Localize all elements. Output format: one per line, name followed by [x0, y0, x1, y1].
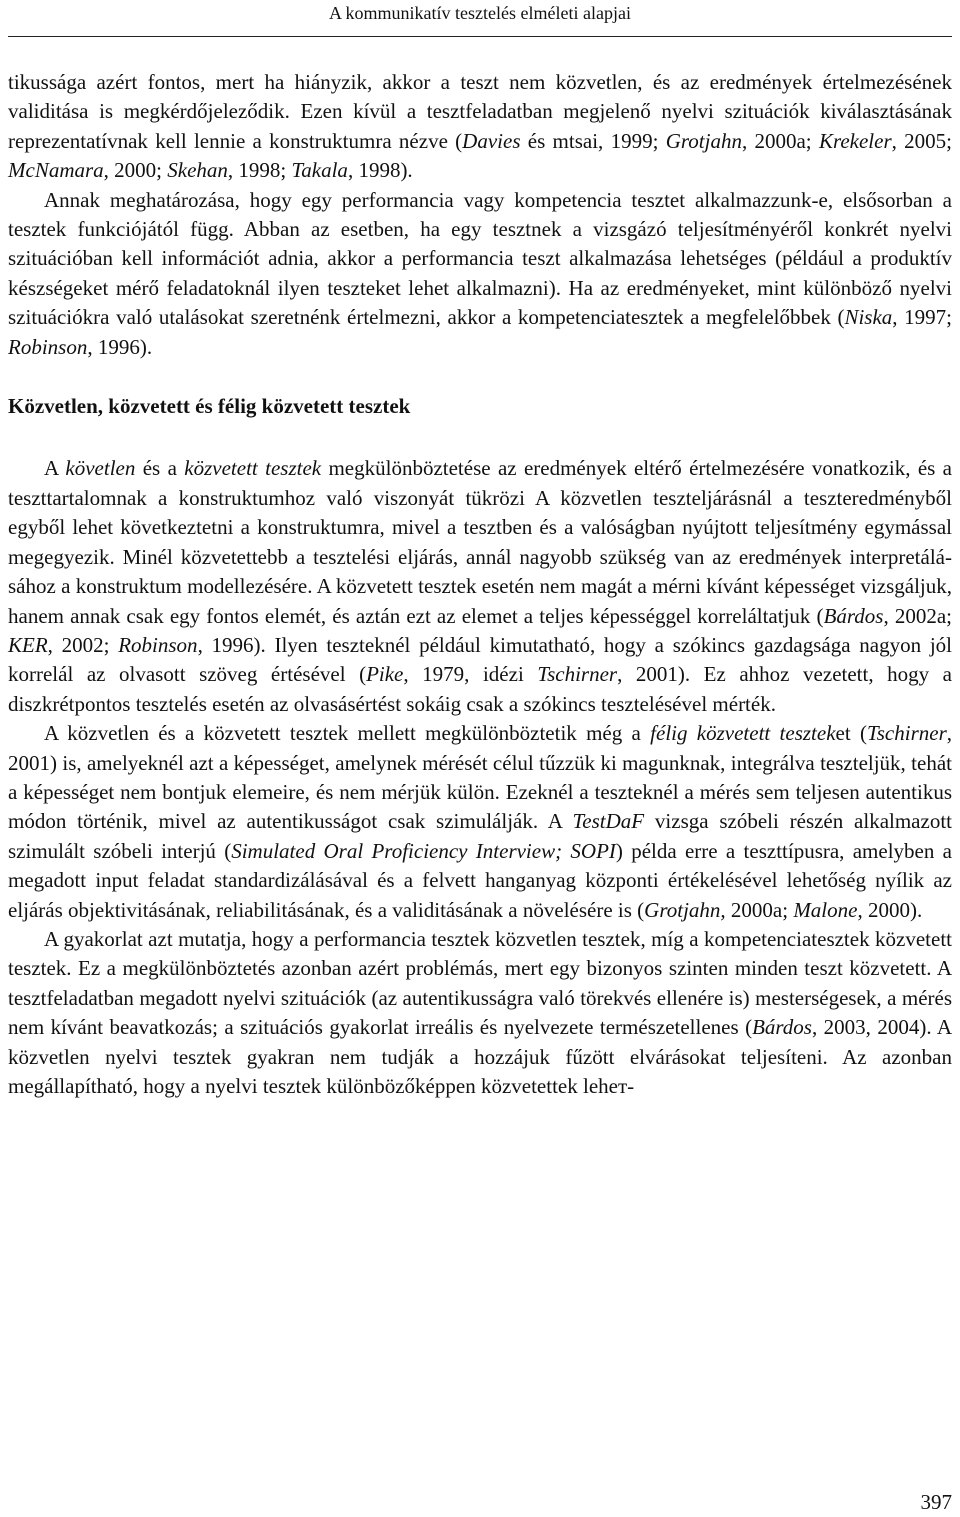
header-rule — [8, 36, 952, 37]
page-body — [8, 68, 952, 1101]
text-run: , 1998; — [227, 158, 292, 183]
italic-run: Grotjahn — [665, 128, 742, 153]
text-run: és a — [135, 456, 185, 481]
italic-run: Tschirner — [867, 721, 947, 746]
paragraph — [8, 719, 952, 925]
italic-run: közvetett tesztek — [184, 456, 322, 481]
italic-run: Krekeler — [818, 128, 892, 153]
italic-run: Robinson — [8, 334, 88, 359]
italic-run: Takala — [291, 158, 348, 183]
text-run: , 2000; — [103, 158, 168, 183]
text-run: tikussága azért fontos, mert ha hiányzik, akkor a teszt nem közvetlen, és az eredmények értelmezésének validitása is megkérdőjeleződik. Ezen kívül a tesztfeladatban megjelenő nyelvi szituációk kiválasztásának reprezentatívnak kell lennie a konstruktumra nézve ( — [8, 70, 952, 153]
text-run: , 2002; — [47, 632, 119, 657]
paragraph — [8, 68, 952, 186]
italic-run: KER — [8, 632, 48, 657]
text-run: , 2005; — [891, 128, 953, 153]
text-run: , 2001). Ez ahhoz vezetett, hogy a diszkrétpontos tesztelés esetén az olvasásértést sokáig csak a szókincs tesztelésével mérték. — [8, 662, 952, 716]
italic-run: félig közvetett tesztek — [650, 721, 836, 746]
italic-run: McNamara — [8, 158, 104, 183]
running-header: A kommunikatív tesztelés elméleti alapjai — [329, 3, 631, 23]
italic-run: Malone — [793, 897, 858, 922]
text-run: , 1996). Ilyen teszteknél például kimutatható, hogy a szókincs gazdagsága nagyon jól korrelál az olvasott szöveg értésével ( — [8, 632, 952, 687]
text-run: , 1998). — [347, 158, 413, 183]
paragraph — [8, 925, 952, 1101]
text-run: , 2003, 2004). A közvetlen nyelvi tesztek gyakran nem tudják a hozzájuk fűzött elvárásokat teljesíteni. Az azonban megállapítható, hogy a nyelvi tesztek különbözőképpen közvetettek leheт- — [8, 1015, 952, 1098]
paragraph — [8, 454, 952, 719]
text-run: vizsga szóbeli részén alkalmazott szimulált szóbeli interjú ( — [8, 809, 952, 863]
italic-run: Niska — [844, 305, 893, 330]
text-run: A — [44, 456, 66, 481]
italic-run: TestDaF — [572, 809, 645, 834]
italic-run: Bárdos — [823, 603, 884, 628]
text-run: , 2000a; — [741, 128, 819, 153]
text-run: , 2002a; — [883, 603, 953, 628]
text-run: , 1997; — [892, 305, 952, 330]
italic-run: Tschirner — [537, 662, 618, 687]
italic-run: Pike — [366, 662, 404, 687]
italic-run: követlen — [65, 456, 136, 481]
text-run: , 2000). — [857, 897, 923, 922]
italic-run: Simulated Oral Proficiency Interview; SOPI — [231, 838, 616, 863]
page-number: 397 — [920, 1490, 952, 1514]
text-run: A közvetlen és a közvetett tesztek mellett megkülönböztetik még a — [44, 721, 651, 746]
text-run: et ( — [835, 721, 867, 746]
text-run: ) példa erre a teszttípusra, amelyben a megadott input feladat standardizálásával és a felvett hanganyag központi értékelésével lehetőség nyílik az eljárás objektivitásának, reliabilitásának, és a validitásának a növelésére is ( — [8, 838, 952, 922]
text-run: , 1996). — [87, 334, 153, 359]
text-run: A gyakorlat azt mutatja, hogy a performancia tesztek közvetlen tesztek, míg a kompetenciatesztek közvetett tesztek. Ez a megkülönböztetés azonban azért problémás, mert egy bizonyos szinten minden teszt közvetett. A tesztfeladatban megadott nyelvi szituációk (az autentikusságra való törekvés ellenére is) mesterségesek, a mérés nem kívánt beavatkozás; a szituációs gyakorlat irreális és nyelvezete természetellenes ( — [8, 926, 952, 1040]
italic-run: Robinson — [118, 632, 198, 657]
italic-run: Skehan — [167, 158, 228, 183]
text-run: , 2001) is, amelyeknél azt a képességet, amelynek mérését célul tűzzük ki magunknak, integrálva teszteljük, tehát a képességet nem bontjuk elemeire, és nem mérjük külön. Ezeknél a teszteknél a mérés sem teljesen autentikus módon történik, mivel az autentikusságot csak szimulálják. A — [8, 721, 952, 834]
text-run: és mtsai, 1999; — [520, 128, 666, 153]
section-heading: Közvetlen, közvetett és félig közvetett tesztek — [8, 394, 411, 419]
text-run: Annak meghatározása, hogy egy performancia vagy kompetencia tesztet alkalmazzunk-e, elsősorban a tesztek funkciójától függ. Abban az esetben, ha egy tesztnek a vizsgázó teljesítményéről konkrét nyelvi szituációban kell információt adnia, akkor a performancia teszt alkalmazása lehetséges (például a produktív készségeket mérő feladatoknál ilyen teszteket lehet alkalmazni). Ha az eredményeket, mint különböző nyelvi szituációkra való utalásokat szeretnénk értelmezni, akkor a kompetenciatesztek a megfelelőbbek ( — [8, 187, 952, 330]
italic-run: Grotjahn, — [644, 897, 726, 922]
text-run: , 1979, idézi — [403, 662, 538, 687]
text-run: megkülönböztetése az eredmények eltérő értelmezésére vonatkozik, és a teszttartalomnak a konstruktumhoz való viszonyát tükrözi A közvetlen teszteljárásnál a teszteredményből egyből lehet következtetni a konstruktumra, mivel a tesztben és a valóságban nyújtott teljesítmény egymással megegyezik. Minél közvetettebb a tesztelési eljárás, annál nagyobb szükség van az eredmények interpretálásához a konstruktum modellezésére. A közvetett tesztek esetén nem magát a mérni kívánt képességet vizsgáljuk, hanem annak csak egy fontos elemét, és aztán ezt az elemet a teljes képességgel korreláltatjuk ( — [8, 456, 953, 628]
text-run: 2000a; — [725, 897, 794, 922]
italic-run: Davies — [462, 128, 521, 153]
italic-run: Bárdos — [752, 1015, 812, 1040]
paragraph — [8, 186, 952, 362]
